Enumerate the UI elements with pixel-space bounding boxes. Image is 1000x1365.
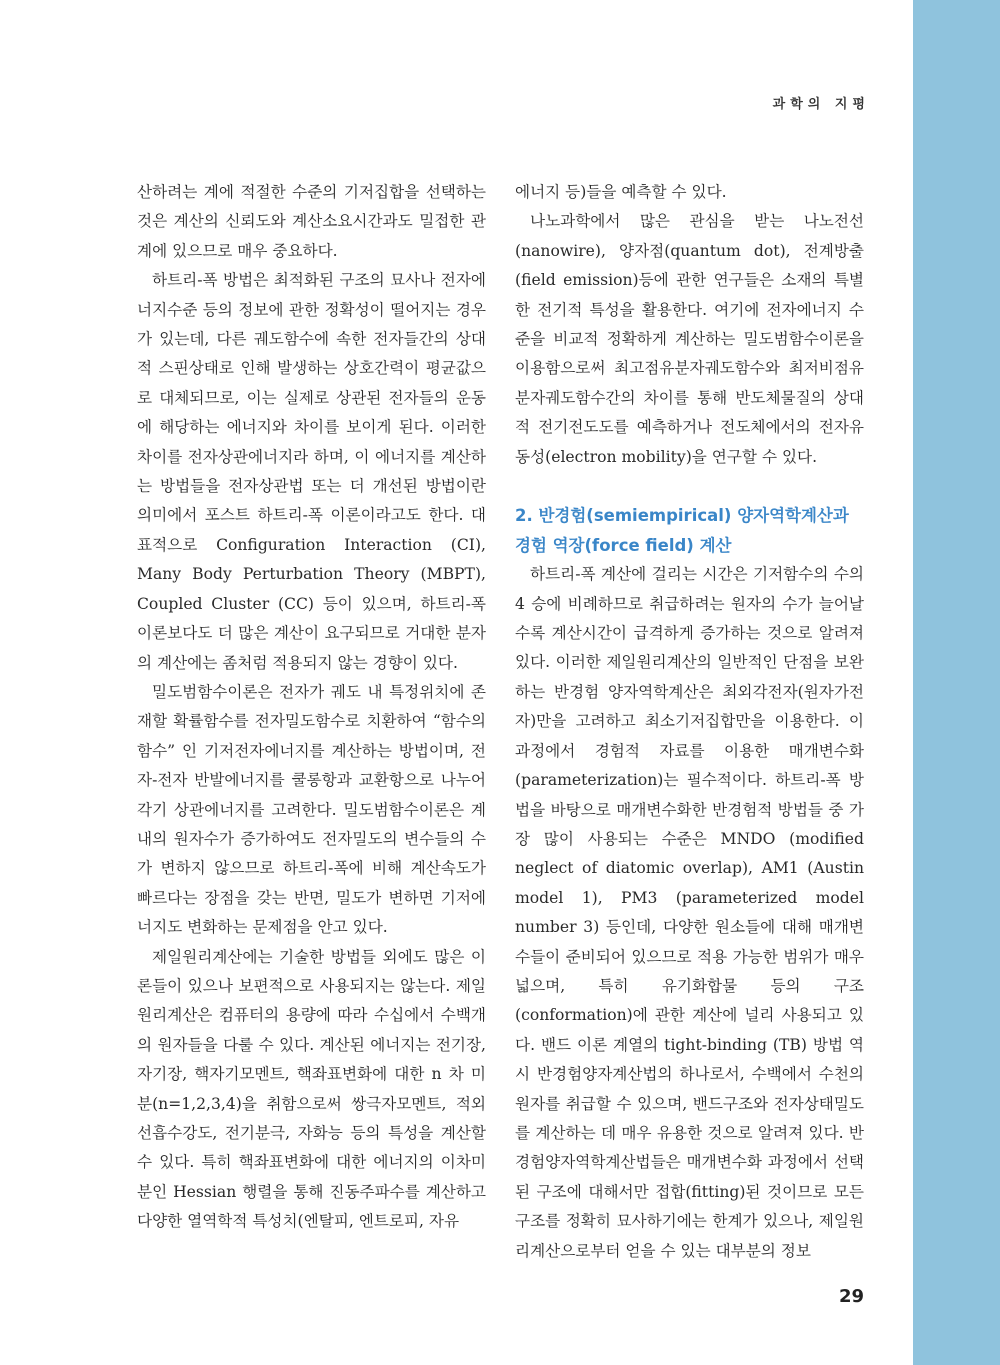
body-paragraph: 에너지 등)들을 예측할 수 있다.: [515, 183, 727, 201]
body-paragraph: 하트리-폭 계산에 걸리는 시간은 기저함수의 수의 4 승에 비례하므로 취급하려는 원자의 수가 늘어날수록 계산시간이 급격하게 증가하는 것으로 알려져 있다. 이러한 제일원리계산의 일반적인 단점을 보완하는 반경험 양자역학계산은 최외각전자(원자가전자)만을 고려하고 최소기저집합만을 이용한다. 이 과정에서 경험적 자료를 이용한 매개변수화(parameterization)는 필수적이다. 하트리-폭 방법을 바탕으로 매개변수화한 반경험적 방법들 중 가장 많이 사용되는 수준은 MNDO (modified neglect of diatomic overlap), AM1 (Austin model 1), PM3 (parameterized model number 3) 등인데, 다양한 원소들에 대해 매개변수들이 준비되어 있으므로 적용 가능한 범위가 매우 넓으며, 특히 유기화합물 등의 구조(conformation)에 관한 계산에 널리 사용되고 있다. 밴드 이론 계열의 tight-binding (TB) 방법 역시 반경험양자계산법의 하나로서, 수백에서 수천의 원자를 취급할 수 있으며, 밴드구조와 전자상태밀도를 계산하는 데 매우 유용한 것으로 알려져 있다. 반경험양자역학계산법들은 매개변수화 과정에서 선택된 구조에 대해서만 접합(fitting)된 것이므로 모든 구조를 정확히 묘사하기에는 한계가 있으나, 제일원리계산으로부터 얻을 수 있는 대부분의 정보: [515, 565, 864, 1260]
page-number: 29: [838, 1286, 864, 1307]
body-paragraph: 산하려는 계에 적절한 수준의 기저집합을 선택하는 것은 계산의 신뢰도와 계산소요시간과도 밀접한 관계에 있으므로 매우 중요하다.: [137, 183, 486, 260]
body-paragraph: 밀도범함수이론은 전자가 궤도 내 특정위치에 존재할 확률함수를 전자밀도함수로 치환하여 “함수의 함수” 인 기저전자에너지를 계산하는 방법이며, 전자-전자 반발에너지를 쿨롱항과 교환항으로 나누어 각기 상관에너지를 고려한다. 밀도범함수이론은 계 내의 원자수가 증가하여도 전자밀도의 변수들의 수가 변하지 않으므로 하트리-폭에 비해 계산속도가 빠르다는 장점을 갖는 반면, 밀도가 변하면 기저에너지도 변화하는 문제점을 안고 있다.: [137, 682, 486, 937]
running-head: 과학의 지평: [772, 97, 870, 112]
section-heading: 2. 반경험(semiempirical) 양자역학계산과 경험 역장(force field) 계산: [515, 506, 849, 555]
left-column: [137, 178, 486, 1237]
body-paragraph: 하트리-폭 방법은 최적화된 구조의 묘사나 전자에너지수준 등의 정보에 관한 정확성이 떨어지는 경우가 있는데, 다른 궤도함수에 속한 전자들간의 상대적 스핀상태로 인해 발생하는 상호간력이 평균값으로 대체되므로, 이는 실제로 상관된 전자들의 운동에 해당하는 에너지와 차이를 보이게 된다. 이러한 차이를 전자상관에너지라 하며, 이 에너지를 계산하는 방법들을 전자상관법 또는 더 개선된 방법이란 의미에서 포스트 하트리-폭 이론이라고도 한다. 대표적으로 Configuration Interaction (CI), Many Body Perturbation Theory (MBPT), Coupled Cluster (CC) 등이 있으며, 하트리-폭 이론보다도 더 많은 계산이 요구되므로 거대한 분자의 계산에는 좀처럼 적용되지 않는 경향이 있다.: [137, 271, 486, 672]
body-paragraph: 제일원리계산에는 기술한 방법들 외에도 많은 이론들이 있으나 보편적으로 사용되지는 않는다. 제일원리계산은 컴퓨터의 용량에 따라 수십에서 수백개의 원자들을 다룰 수 있다. 계산된 에너지는 전기장, 자기장, 핵자기모멘트, 핵좌표변화에 대한 n 차 미분(n=1,2,3,4)을 취함으로써 쌍극자모멘트, 적외선흡수강도, 전기분극, 자화능 등의 특성을 계산할 수 있다. 특히 핵좌표변화에 대한 에너지의 이차미분인 Hessian 행렬을 통해 진동주파수를 계산하고 다양한 열역학적 특성치(엔탈피, 엔트로피, 자유: [137, 947, 486, 1231]
body-paragraph: 나노과학에서 많은 관심을 받는 나노전선(nanowire), 양자점(quantum dot), 전계방출(field emission)등에 관한 연구들은 소재의 특별한 전기적 특성을 활용한다. 여기에 전자에너지 수준을 비교적 정확하게 계산하는 밀도범함수이론을 이용함으로써 최고점유분자궤도함수와 최저비점유분자궤도함수간의 차이를 통해 반도체물질의 상대적 전기전도도를 예측하거나 전도체에서의 전자유동성(electron mobility)을 연구할 수 있다.: [515, 212, 864, 466]
right-column: [515, 178, 864, 1266]
side-color-band: [913, 0, 1000, 1365]
